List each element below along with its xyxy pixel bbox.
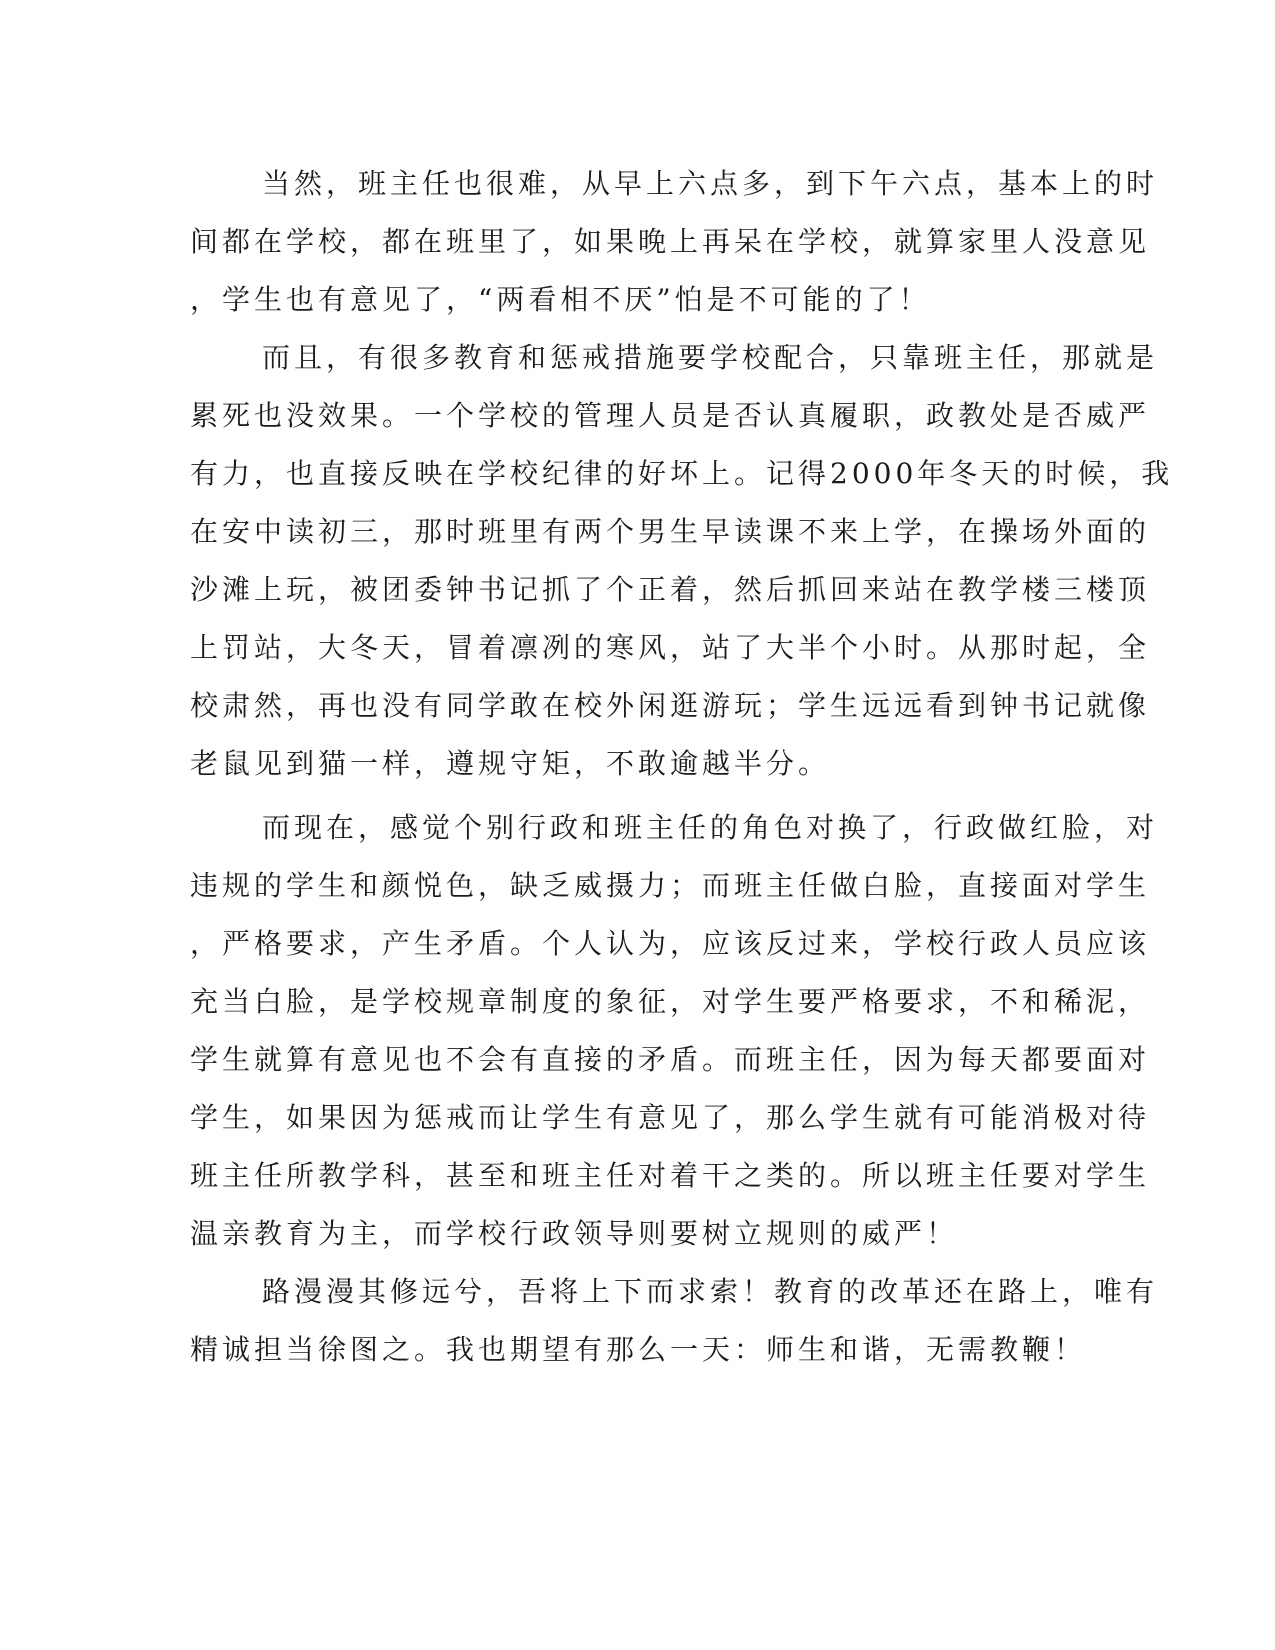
paragraph-2-line-3: 有力，也直接反映在学校纪律的好坏上。记得2000年冬天的时候，我 (190, 457, 1174, 490)
paragraph-2-line-6: 上罚站，大冬天，冒着凛冽的寒风，站了大半个小时。从那时起，全 (190, 631, 1151, 664)
paragraph-3-line-8: 温亲教育为主，而学校行政领导则要树立规则的威严！ (190, 1217, 959, 1250)
paragraph-3-line-2: 违规的学生和颜悦色，缺乏威摄力；而班主任做白脸，直接面对学生 (190, 869, 1151, 902)
paragraph-2-line-5: 沙滩上玩，被团委钟书记抓了个正着，然后抓回来站在教学楼三楼顶 (190, 573, 1151, 606)
paragraph-1-line-1: 当然，班主任也很难，从早上六点多，到下午六点，基本上的时 (262, 167, 1159, 200)
paragraph-3-line-4: 充当白脸，是学校规章制度的象征，对学生要严格要求，不和稀泥， (190, 985, 1151, 1018)
paragraph-3-line-7: 班主任所教学科，甚至和班主任对着干之类的。所以班主任要对学生 (190, 1159, 1151, 1192)
paragraph-3-line-3: ，严格要求，产生矛盾。个人认为，应该反过来，学校行政人员应该 (190, 927, 1151, 960)
paragraph-4-line-2: 精诚担当徐图之。我也期望有那么一天：师生和谐，无需教鞭！ (190, 1333, 1087, 1366)
paragraph-2-line-7: 校肃然，再也没有同学敢在校外闲逛游玩；学生远远看到钟书记就像 (190, 689, 1151, 722)
paragraph-3-line-5: 学生就算有意见也不会有直接的矛盾。而班主任，因为每天都要面对 (190, 1043, 1151, 1076)
paragraph-2-line-4: 在安中读初三，那时班里有两个男生早读课不来上学，在操场外面的 (190, 515, 1151, 548)
paragraph-1-line-2: 间都在学校，都在班里了，如果晚上再呆在学校，就算家里人没意见 (190, 225, 1151, 258)
paragraph-2-line-2: 累死也没效果。一个学校的管理人员是否认真履职，政教处是否威严 (190, 399, 1151, 432)
paragraph-3-line-1: 而现在，感觉个别行政和班主任的角色对换了，行政做红脸，对 (262, 811, 1159, 844)
paragraph-2-line-8: 老鼠见到猫一样，遵规守矩，不敢逾越半分。 (190, 747, 831, 780)
paragraph-1-line-3: ，学生也有意见了，“两看相不厌”怕是不可能的了！ (190, 283, 931, 316)
paragraph-2-line-1: 而且，有很多教育和惩戒措施要学校配合，只靠班主任，那就是 (262, 341, 1159, 374)
paragraph-4-line-1: 路漫漫其修远兮，吾将上下而求索！教育的改革还在路上，唯有 (262, 1275, 1159, 1308)
paragraph-3-line-6: 学生，如果因为惩戒而让学生有意见了，那么学生就有可能消极对待 (190, 1101, 1151, 1134)
